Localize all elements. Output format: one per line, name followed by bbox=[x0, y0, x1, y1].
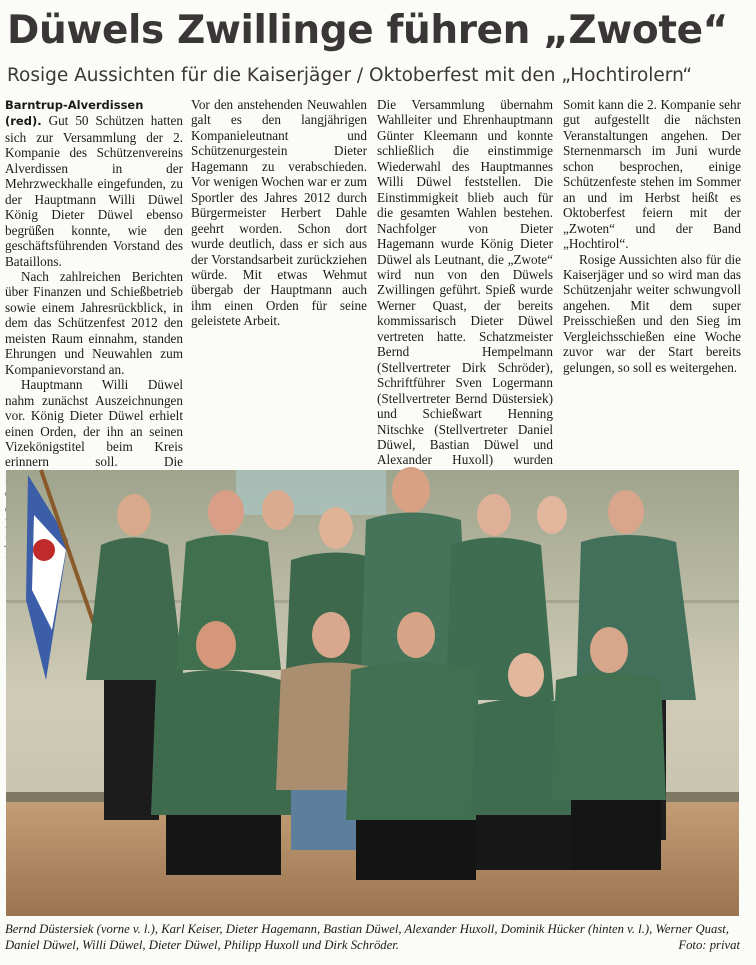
article-column-3 bbox=[377, 97, 553, 469]
headline: Düwels Zwillinge führen „Zwote“ bbox=[7, 8, 728, 53]
paragraph: Nach zahlreichen Berichten über Finanzen und Schießbetrieb sowie einem Jahresrückblick, in dem das Schützenfest 2012 den meisten Raum einnahm, standen Ehrungen und Neuwahlen zum Kompanievorstand an. bbox=[5, 268, 183, 377]
paragraph: Die Versammlung übernahm Wahlleiter und Ehrenhauptmann Günter Kleemann und konnte schließlich die einstimmige Wiederwahl des Hauptmannes Willi Düwel feststellen. Die Einstimmigkeit blieb auch für die gesamten Wahlen bestehen. Nachfolger von Dieter Hagemann wurde König Dieter Düwel als Leutnant, die „Zwote“ wird nun von den Düwels Zwillingen geführt. Spieß wurde Werner Quast, der bereits kommissarisch Dieter Düwel vertreten hatte. Schatzmeister Bernd Hempelmann (Stellvertreter Dirk Schröder), Schriftführer Sven Logermann (Stellvertreter Bernd Düstersiek) und Schießwart Henning Nitschke (Stellvertreter Daniel Düwel, Bastian Düwel und Alexander Huxoll) wurden bbox=[377, 97, 553, 468]
article-column-4 bbox=[563, 97, 741, 469]
group-photo bbox=[6, 470, 739, 916]
paragraph: Barntrup-Alverdissen (red). Gut 50 Schützen hatten sich zur Versammlung der 2. Kompanie des Schützenvereins Alverdissen in der Mehrzweckhalle eingefunden, zu der Hauptmann Willi Düwel König Dieter Düwel ebenso begrüßen konnte, wie den geschäftsführenden Vorstand des Bataillons. bbox=[5, 98, 183, 269]
paragraph: Vor den anstehenden Neuwahlen galt es den langjährigen Kompanieleutnant und Schützenurgestein Dieter Hagemann zu verabschieden. Vor wenigen Wochen war er zum Sportler des Jahres 2012 durch Bürgermeister Herbert Dahle geehrt worden. Schon dort wurde deutlich, dass er sich aus der Vorstandsarbeit zurückziehen würde. Mit etwas Wehmut übergab der Hauptmann auch ihm einen Orden für seine geleistete Arbeit. bbox=[191, 97, 367, 329]
article-column-1 bbox=[5, 97, 183, 469]
subheadline: Rosige Aussichten für die Kaiserjäger / Oktoberfest mit den „Hochtirolern“ bbox=[7, 65, 693, 86]
dateline: Barntrup-Alverdissen (red). bbox=[5, 98, 144, 129]
paragraph: Hauptmann Willi Düwel nahm zunächst Auszeichnungen vor. König Dieter Düwel erhielt einen Orden, der ihn an seinen Vizekönigstitel beim Kreis erinnern soll. Die bbox=[5, 377, 183, 470]
photo-credit: Foto: privat bbox=[678, 938, 740, 952]
article-column-2 bbox=[191, 97, 367, 469]
photo-caption: Bernd Düstersiek (vorne v. l.), Karl Keiser, Dieter Hagemann, Bastian Düwel, Alexander Huxoll, Dominik Hücker (hinten v. l.), Werner Quast, Daniel Düwel, Willi Düwel, Dieter Düwel, Philipp Huxoll und Dirk Schröder. bbox=[5, 922, 729, 952]
paragraph: Somit kann die 2. Kompanie sehr gut aufgestellt die nächsten Veranstaltungen angehen. Der Sternenmarsch im Juni wurde schon besprochen, einige Schützenfeste stehen im Sommer an und im Herbst heißt es Oktoberfest feiern mit der „Zwoten“ und der Band „Hochtirol“. bbox=[563, 97, 741, 252]
group-photo-illustration bbox=[6, 470, 739, 916]
paragraph: Rosige Aussichten also für die Kaiserjäger und so wird man das Schützenjahr weiter schwungvoll angehen. Mit dem super Preisschießen und den Sieg im Vergleichsschießen eine Woche zuvor war der Start bereits gelungen, so soll es weitergehen. bbox=[563, 251, 741, 375]
